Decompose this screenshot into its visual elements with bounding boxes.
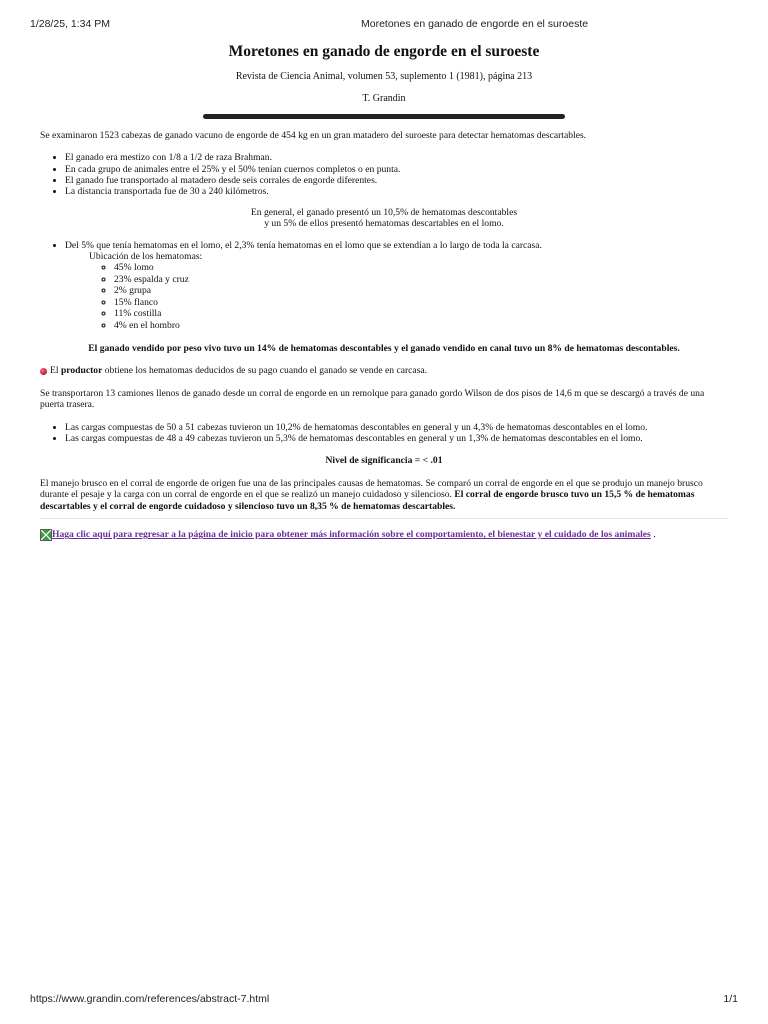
producer-rest: obtiene los hematomas deducidos de su pago cuando el ganado se vende en carcasa. [102,365,428,377]
list-item: • Las cargas compuestas de 48 a 49 cabezas tuvieron un 5,3% de hematomas descontables en general y un 1,3% de hematomas descontables en el lomo. [65,433,728,444]
location-item: ◦ 15% flanco [114,297,728,308]
locations-title: Ubicación de los hematomas: [89,251,203,263]
citation: Revista de Ciencia Animal, volumen 53, suplemento 1 (1981), página 213 [235,71,533,82]
list-item [65,240,728,331]
print-timestamp: 1/28/25, 1:34 PM [30,18,110,30]
page-number: 1/1 [723,993,738,1005]
handling-bold: El corral de engorde brusco tuvo un 15,5 % de hematomas descartables y el corral de engorde cuidadoso y silencioso tuvo un 8,35 % de hematomas descartables. [40,489,695,512]
backlink-line [40,529,728,541]
lomo-text: Del 5% que tenía hematomas en el lomo, el 2,3% tenía hematomas en el lomo que se extendían a lo largo de toda la carcasa. [65,239,542,251]
list-item: • Las cargas compuestas de 50 a 51 cabezas tuvieron un 10,2% de hematomas descontables en general y un 4,3% de hematomas descontables en el lomo. [65,422,728,433]
title-divider [203,114,565,119]
summary [40,207,728,230]
broken-image-icon [40,529,52,541]
author: T. Grandin [362,93,406,105]
significance: Nivel de significancia = < .01 [325,455,443,467]
list-item: • En cada grupo de animales entre el 25% y el 50% tenían cuernos completos o en punta. [65,164,728,175]
print-header [30,18,738,32]
print-url: https://www.grandin.com/references/abstract-7.html [30,993,270,1005]
location-item: ◦ 45% lomo [114,262,728,273]
location-item: ◦ 23% espalda y cruz [114,274,728,285]
trucks-paragraph: Se transportaron 13 camiones llenos de ganado desde un corral de engorde en un remolque para ganado gordo Wilson de dos pisos de 14,6 m que se descargó a través de una puerta trasera. [40,387,705,411]
list-item: • La distancia transportada fue de 30 a 240 kilómetros. [65,186,728,197]
loads-list [40,422,728,445]
weight-vs-carcass: El ganado vendido por peso vivo tuvo un 14% de hematomas descontables y el ganado vendido en canal tuvo un 8% de hematomas descontables. [88,342,680,354]
print-page-title: Moretones en ganado de engorde en el suroeste [361,18,589,30]
summary-line: y un 5% de ellos presentó hematomas descartables en el lomo. [264,218,504,230]
locations-list [65,262,728,330]
intro-paragraph: Se examinaron 1523 cabezas de ganado vacuno de engorde de 454 kg en un gran matadero del suroeste para detectar hematomas descartables. [40,129,587,141]
location-item: ◦ 2% grupa [114,285,728,296]
divider [40,518,728,519]
article-title: Moretones en ganado de engorde en el suroeste [228,43,540,60]
producer-line [40,365,728,376]
lomo-list [40,240,728,331]
handling-plain: El manejo brusco en el corral de engorde de origen fue una de las principales causas de hematomas. Se comparó un corral de engorde en el que se produjo un manejo brusco durante el pesaje y la carga con un corral de engorde en el que se realizó un manejo cuidadoso y silencioso. [40,477,703,501]
article [40,40,728,541]
list-item: • El ganado fue transportado al matadero desde seis corrales de engorde diferentes. [65,175,728,186]
home-link[interactable]: Haga clic aquí para regresar a la página de inicio para obtener más información sobre el comportamiento, el bienestar y el cuidado de los animales [52,529,651,541]
location-item: ◦ 11% costilla [114,308,728,319]
producer-bold: productor [60,365,103,377]
facts-list [40,152,728,198]
handling-paragraph [40,478,728,512]
summary-line: En general, el ganado presentó un 10,5% de hematomas descontables [250,206,518,218]
backlink-suffix: . [650,529,656,541]
producer-prefix: El [50,365,61,377]
location-item: ◦ 4% en el hombro [114,320,728,331]
list-item: • El ganado era mestizo con 1/8 a 1/2 de raza Brahman. [65,152,728,163]
red-bullet-icon [40,368,47,375]
